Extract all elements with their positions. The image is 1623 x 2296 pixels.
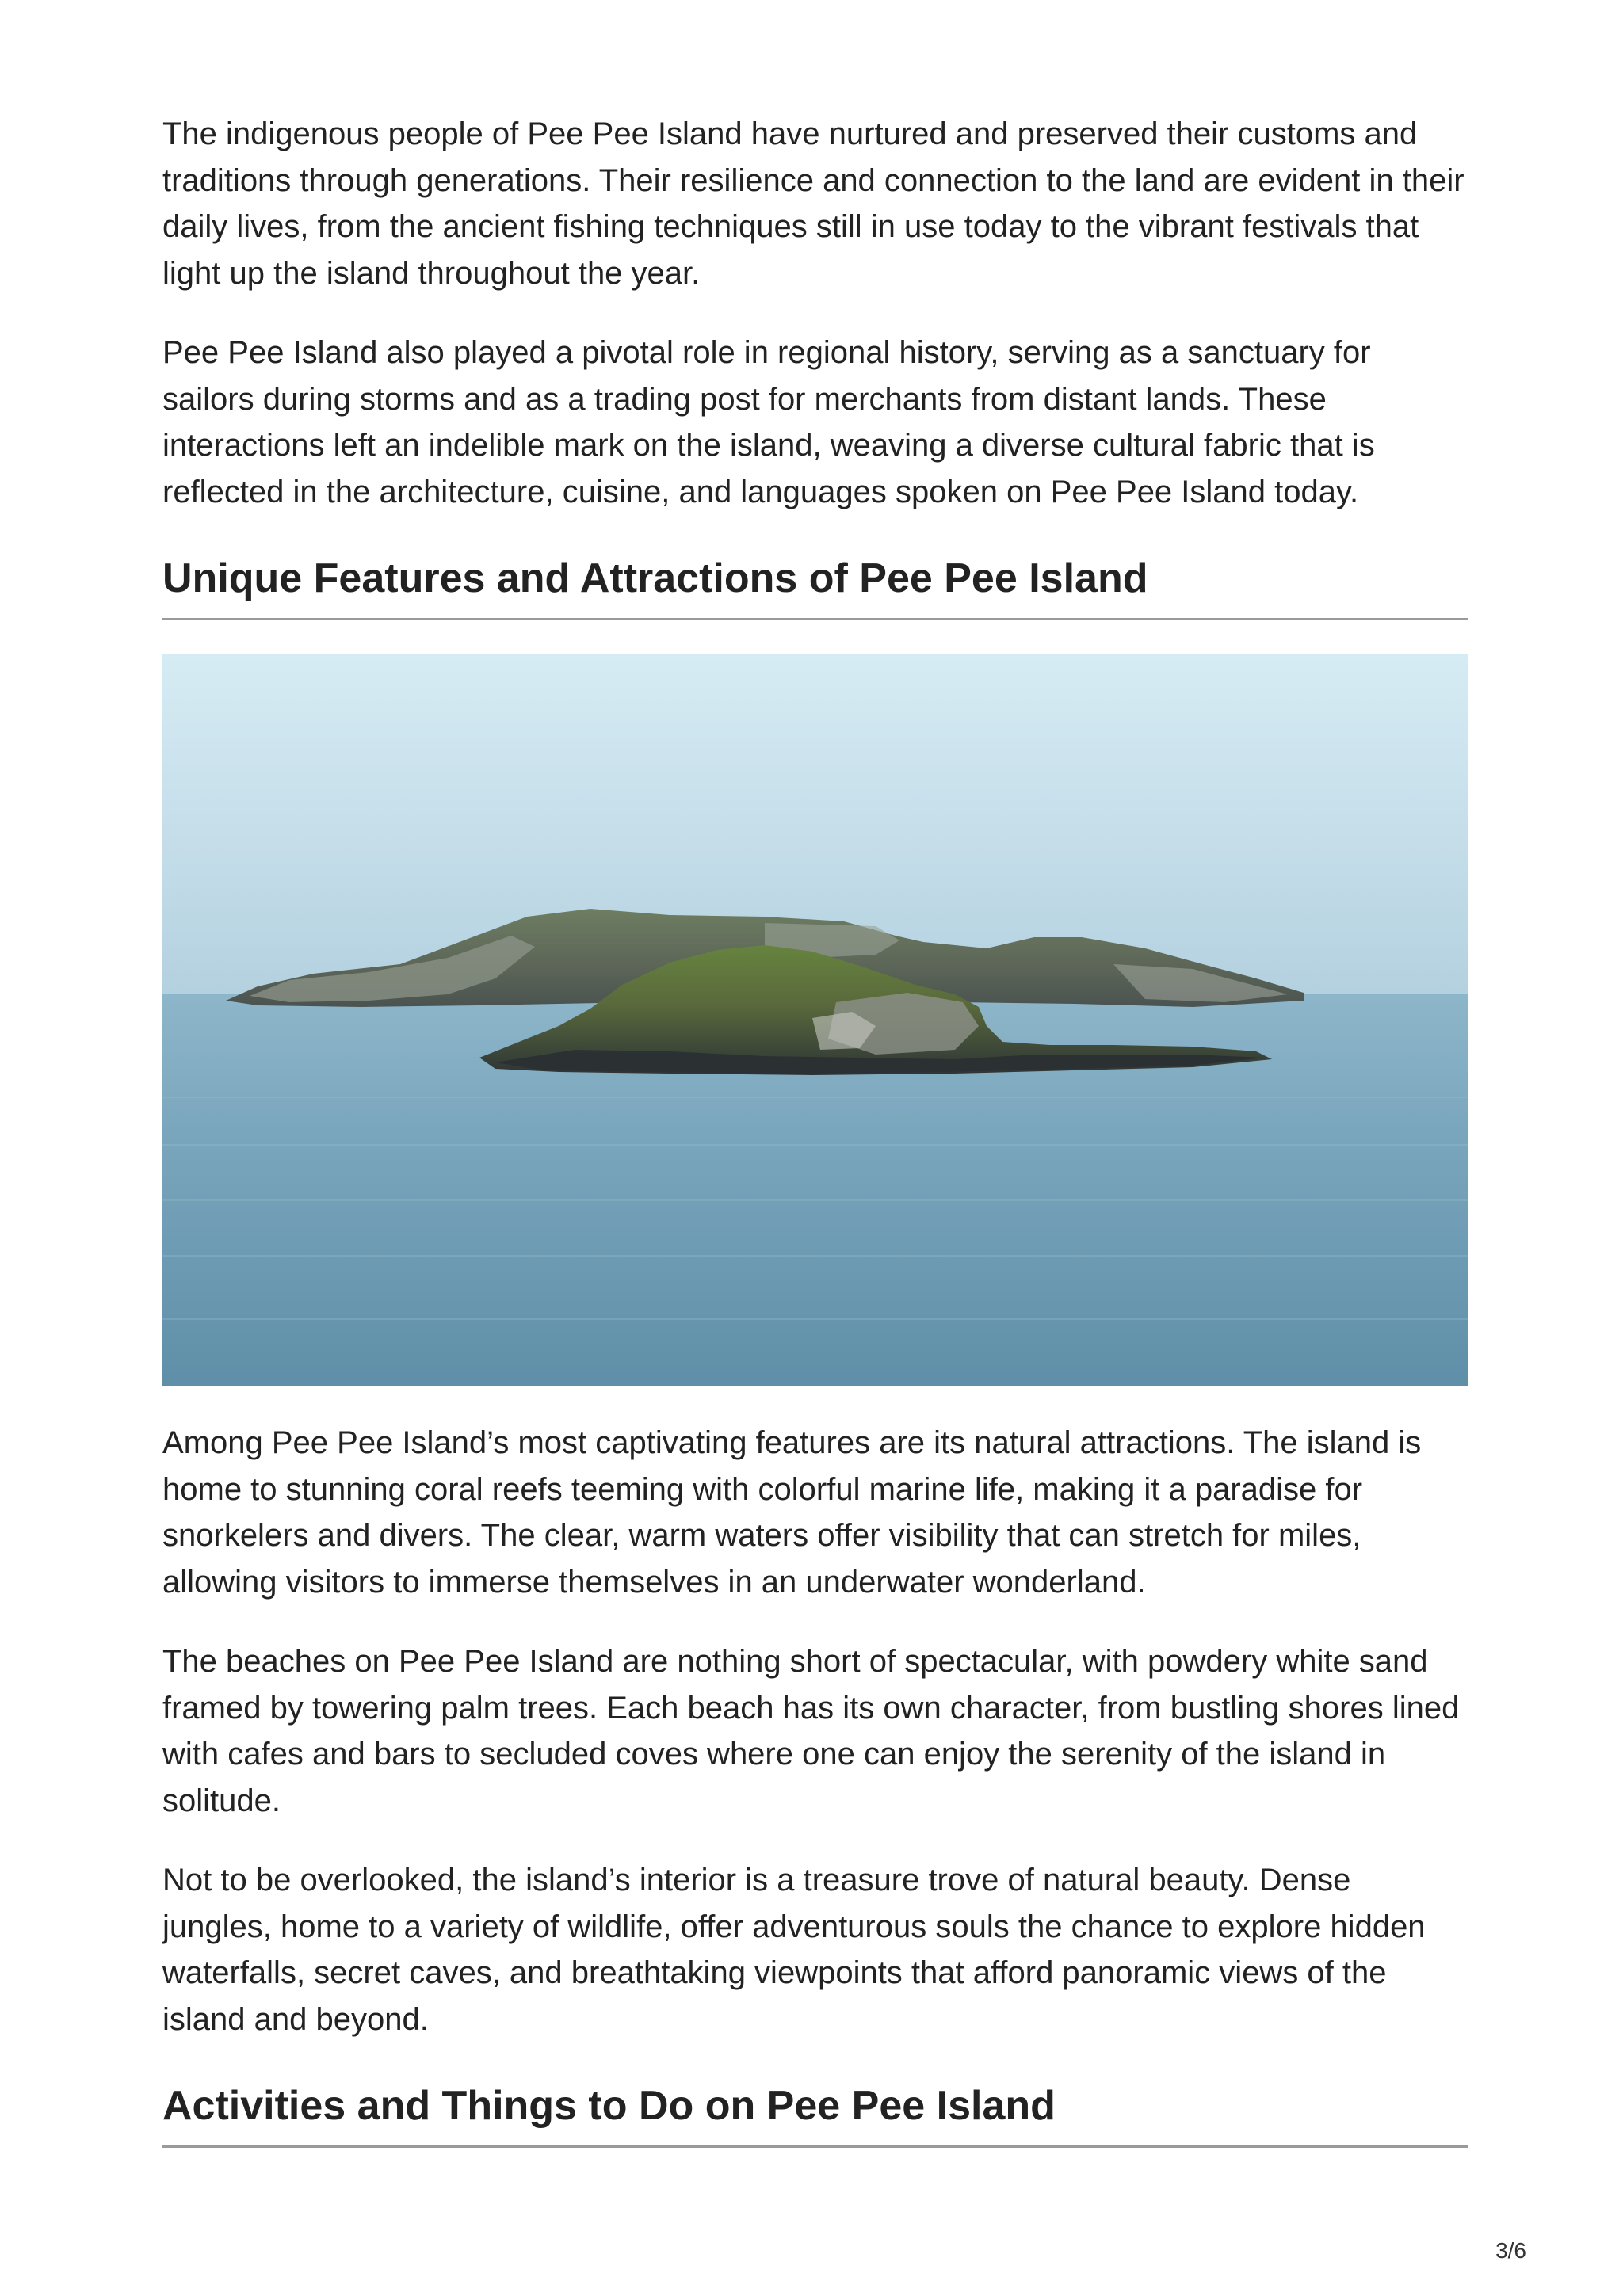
paragraph-interior: Not to be overlooked, the island’s interior is a treasure trove of natural beauty. Dense jungles, home to a variety of wildlife, offer adventurous souls the chance to explore hidden waterfalls, secret caves, and breathtaking viewpoints that afford panoramic views of the island and beyond. — [162, 1863, 1426, 2037]
section-heading-features: Unique Features and Attractions of Pee Pee Island — [162, 548, 1468, 620]
article-content — [162, 111, 1468, 2148]
paragraph-indigenous-people: The indigenous people of Pee Pee Island have nurtured and preserved their customs and traditions through generations. Their resilience and connection to the land are evident in their daily lives, from the ancient fishing techniques still in use today to the vibrant festivals that light up the island throughout the year. — [162, 116, 1465, 291]
paragraph-regional-history: Pee Pee Island also played a pivotal role in regional history, serving as a sanctuary for sailors during storms and as a trading post for merchants from distant lands. These interactions left an indelible mark on the island, weaving a diverse cultural fabric that is reflected in the architecture, cuisine, and languages spoken on Pee Pee Island today. — [162, 335, 1375, 509]
paragraph-beaches: The beaches on Pee Pee Island are nothing short of spectacular, with powdery white sand framed by towering palm trees. Each beach has its own character, from bustling shores lined with cafes and bars to secluded coves where one can enjoy the serenity of the island in solitude. — [162, 1644, 1460, 1818]
section-heading-activities: Activities and Things to Do on Pee Pee Island — [162, 2076, 1468, 2148]
island-photo — [162, 654, 1468, 1386]
paragraph-natural-attractions: Among Pee Pee Island’s most captivating features are its natural attractions. The island is home to stunning coral reefs teeming with colorful marine life, making it a paradise for snorkelers and divers. The clear, warm waters offer visibility that can stretch for miles, allowing visitors to immerse themselves in an underwater wonderland. — [162, 1425, 1422, 1600]
page-number: 3/6 — [1495, 2238, 1526, 2263]
